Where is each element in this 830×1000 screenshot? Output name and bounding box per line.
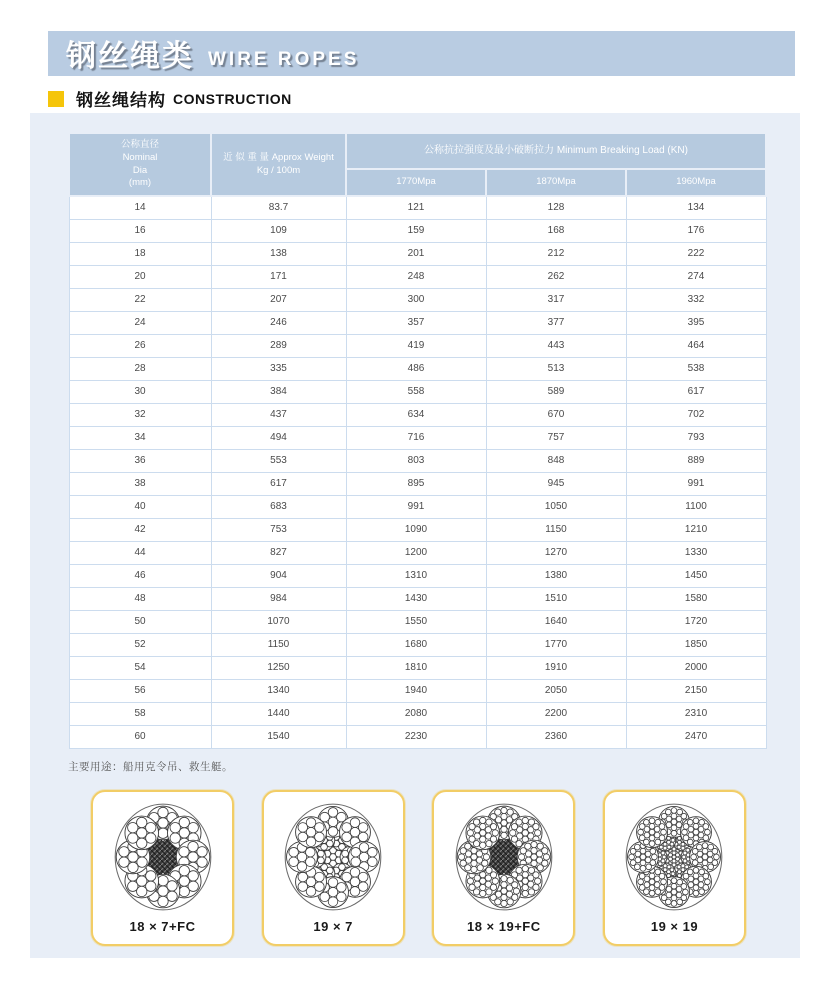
table-row xyxy=(69,403,766,426)
table-cell: 2050 xyxy=(486,679,626,702)
table-row xyxy=(69,587,766,610)
header-grade-1960: 1960Mpa xyxy=(626,169,766,196)
rope-card xyxy=(432,790,575,946)
table-cell: 984 xyxy=(211,587,346,610)
table-cell: 2200 xyxy=(486,702,626,725)
rope-card xyxy=(91,790,234,946)
table-cell: 617 xyxy=(626,380,766,403)
rope-card xyxy=(603,790,746,946)
table-cell: 904 xyxy=(211,564,346,587)
table-cell: 44 xyxy=(69,541,211,564)
table-cell: 464 xyxy=(626,334,766,357)
table-row xyxy=(69,702,766,725)
table-cell: 2360 xyxy=(486,725,626,748)
construction-cards xyxy=(91,790,746,946)
table-row xyxy=(69,679,766,702)
table-cell: 36 xyxy=(69,449,211,472)
yellow-square-bullet-icon xyxy=(48,91,64,107)
header-breaking-load-group: 公称抗拉强度及最小破断拉力 Minimum Breaking Load (KN) xyxy=(346,133,766,169)
rope-cross-section-svg xyxy=(451,799,557,917)
section-heading xyxy=(48,86,292,111)
rope-card-label: 18 × 19+FC xyxy=(466,919,541,934)
table-cell: 50 xyxy=(69,610,211,633)
usage-note: 主要用途：船用克令吊、救生艇。 xyxy=(68,761,233,773)
table-cell: 793 xyxy=(626,426,766,449)
table-cell: 2150 xyxy=(626,679,766,702)
table-cell: 1940 xyxy=(346,679,486,702)
table-row xyxy=(69,518,766,541)
table-cell: 558 xyxy=(346,380,486,403)
header-grade-1870: 1870Mpa xyxy=(486,169,626,196)
table-cell: 1250 xyxy=(211,656,346,679)
table-cell: 28 xyxy=(69,357,211,380)
table-cell: 248 xyxy=(346,265,486,288)
header-line: 近 似 重 量 Approx Weight xyxy=(223,151,334,163)
table-row xyxy=(69,725,766,748)
header-line: 公称直径 xyxy=(120,138,159,150)
table-cell: 52 xyxy=(69,633,211,656)
rope-card-label: 19 × 19 xyxy=(650,919,699,934)
table-cell: 895 xyxy=(346,472,486,495)
table-cell: 46 xyxy=(69,564,211,587)
table-cell: 159 xyxy=(346,219,486,242)
table-row xyxy=(69,380,766,403)
table-cell: 176 xyxy=(626,219,766,242)
table-cell: 134 xyxy=(626,196,766,219)
table-cell: 1070 xyxy=(211,610,346,633)
table-cell: 494 xyxy=(211,426,346,449)
table-cell: 1910 xyxy=(486,656,626,679)
table-cell: 246 xyxy=(211,311,346,334)
table-cell: 109 xyxy=(211,219,346,242)
table-cell: 1050 xyxy=(486,495,626,518)
header-grade-1770: 1770Mpa xyxy=(346,169,486,196)
table-cell: 212 xyxy=(486,242,626,265)
rope-cross-section-svg xyxy=(110,799,216,917)
table-cell: 1850 xyxy=(626,633,766,656)
table-cell: 716 xyxy=(346,426,486,449)
table-cell: 1680 xyxy=(346,633,486,656)
table-cell: 332 xyxy=(626,288,766,311)
content-panel xyxy=(30,113,800,958)
table-cell: 1100 xyxy=(626,495,766,518)
table-cell: 1580 xyxy=(626,587,766,610)
table-cell: 589 xyxy=(486,380,626,403)
table-cell: 395 xyxy=(626,311,766,334)
table-row xyxy=(69,449,766,472)
table-cell: 42 xyxy=(69,518,211,541)
table-cell: 1200 xyxy=(346,541,486,564)
table-cell: 30 xyxy=(69,380,211,403)
table-cell: 60 xyxy=(69,725,211,748)
rope-card-label: 19 × 7 xyxy=(313,919,353,934)
rope-card-label: 18 × 7+FC xyxy=(129,919,196,934)
table-cell: 634 xyxy=(346,403,486,426)
table-cell: 848 xyxy=(486,449,626,472)
table-cell: 18 xyxy=(69,242,211,265)
table-row xyxy=(69,219,766,242)
table-cell: 222 xyxy=(626,242,766,265)
table-row xyxy=(69,311,766,334)
table-row xyxy=(69,288,766,311)
table-cell: 553 xyxy=(211,449,346,472)
table-row xyxy=(69,472,766,495)
table-row xyxy=(69,265,766,288)
table-cell: 1510 xyxy=(486,587,626,610)
table-cell: 617 xyxy=(211,472,346,495)
table-cell: 1310 xyxy=(346,564,486,587)
table-cell: 289 xyxy=(211,334,346,357)
table-row xyxy=(69,656,766,679)
table-cell: 38 xyxy=(69,472,211,495)
rope-cross-section-svg xyxy=(621,799,727,917)
header-line: Kg / 100m xyxy=(256,164,301,176)
table-cell: 683 xyxy=(211,495,346,518)
table-cell: 702 xyxy=(626,403,766,426)
table-cell: 991 xyxy=(626,472,766,495)
table-cell: 2000 xyxy=(626,656,766,679)
table-cell: 1430 xyxy=(346,587,486,610)
rope-card xyxy=(262,790,405,946)
table-row xyxy=(69,495,766,518)
table-cell: 1770 xyxy=(486,633,626,656)
table-cell: 32 xyxy=(69,403,211,426)
table-row xyxy=(69,541,766,564)
table-cell: 419 xyxy=(346,334,486,357)
table-cell: 757 xyxy=(486,426,626,449)
table-cell: 827 xyxy=(211,541,346,564)
spec-table xyxy=(68,132,767,749)
table-cell: 34 xyxy=(69,426,211,449)
table-cell: 207 xyxy=(211,288,346,311)
table-cell: 1540 xyxy=(211,725,346,748)
table-cell: 1810 xyxy=(346,656,486,679)
table-cell: 2230 xyxy=(346,725,486,748)
table-cell: 1720 xyxy=(626,610,766,633)
table-cell: 48 xyxy=(69,587,211,610)
table-cell: 513 xyxy=(486,357,626,380)
table-row xyxy=(69,426,766,449)
table-cell: 16 xyxy=(69,219,211,242)
table-cell: 991 xyxy=(346,495,486,518)
table-cell: 24 xyxy=(69,311,211,334)
spec-table-header xyxy=(69,133,766,196)
table-cell: 1330 xyxy=(626,541,766,564)
table-cell: 274 xyxy=(626,265,766,288)
table-cell: 1270 xyxy=(486,541,626,564)
table-cell: 538 xyxy=(626,357,766,380)
table-cell: 753 xyxy=(211,518,346,541)
table-cell: 121 xyxy=(346,196,486,219)
table-cell: 83.7 xyxy=(211,196,346,219)
page-title-zh: 钢丝绳类 xyxy=(66,40,194,73)
table-cell: 335 xyxy=(211,357,346,380)
section-title-en: CONSTRUCTION xyxy=(173,90,292,107)
table-cell: 201 xyxy=(346,242,486,265)
table-row xyxy=(69,334,766,357)
table-row xyxy=(69,196,766,219)
table-row xyxy=(69,610,766,633)
table-row xyxy=(69,357,766,380)
table-cell: 437 xyxy=(211,403,346,426)
table-cell: 14 xyxy=(69,196,211,219)
table-cell: 40 xyxy=(69,495,211,518)
table-cell: 1380 xyxy=(486,564,626,587)
page-banner xyxy=(48,31,795,76)
table-cell: 54 xyxy=(69,656,211,679)
table-row xyxy=(69,242,766,265)
table-cell: 56 xyxy=(69,679,211,702)
table-cell: 803 xyxy=(346,449,486,472)
header-nominal-dia xyxy=(69,133,211,196)
table-cell: 1150 xyxy=(211,633,346,656)
table-cell: 384 xyxy=(211,380,346,403)
table-cell: 670 xyxy=(486,403,626,426)
rope-cross-section-svg xyxy=(280,799,386,917)
section-title-zh: 钢丝绳结构 xyxy=(76,91,166,110)
table-cell: 2470 xyxy=(626,725,766,748)
table-cell: 357 xyxy=(346,311,486,334)
table-cell: 443 xyxy=(486,334,626,357)
table-cell: 1340 xyxy=(211,679,346,702)
header-line: Nominal xyxy=(122,151,158,163)
table-cell: 2310 xyxy=(626,702,766,725)
table-cell: 26 xyxy=(69,334,211,357)
header-line: (mm) xyxy=(128,177,152,189)
header-approx-weight xyxy=(211,133,346,196)
table-cell: 317 xyxy=(486,288,626,311)
table-cell: 945 xyxy=(486,472,626,495)
table-cell: 1440 xyxy=(211,702,346,725)
table-cell: 58 xyxy=(69,702,211,725)
table-cell: 262 xyxy=(486,265,626,288)
table-cell: 138 xyxy=(211,242,346,265)
table-cell: 377 xyxy=(486,311,626,334)
table-cell: 889 xyxy=(626,449,766,472)
spec-table-body xyxy=(69,196,766,748)
table-cell: 300 xyxy=(346,288,486,311)
header-line: Dia xyxy=(132,164,148,176)
table-cell: 1150 xyxy=(486,518,626,541)
table-cell: 486 xyxy=(346,357,486,380)
table-cell: 1640 xyxy=(486,610,626,633)
table-cell: 1090 xyxy=(346,518,486,541)
table-cell: 128 xyxy=(486,196,626,219)
table-cell: 171 xyxy=(211,265,346,288)
table-row xyxy=(69,633,766,656)
table-cell: 1210 xyxy=(626,518,766,541)
table-cell: 20 xyxy=(69,265,211,288)
table-row xyxy=(69,564,766,587)
table-cell: 168 xyxy=(486,219,626,242)
table-cell: 1450 xyxy=(626,564,766,587)
table-cell: 22 xyxy=(69,288,211,311)
page-title-en: WIRE ROPES xyxy=(208,49,360,71)
table-cell: 1550 xyxy=(346,610,486,633)
table-cell: 2080 xyxy=(346,702,486,725)
